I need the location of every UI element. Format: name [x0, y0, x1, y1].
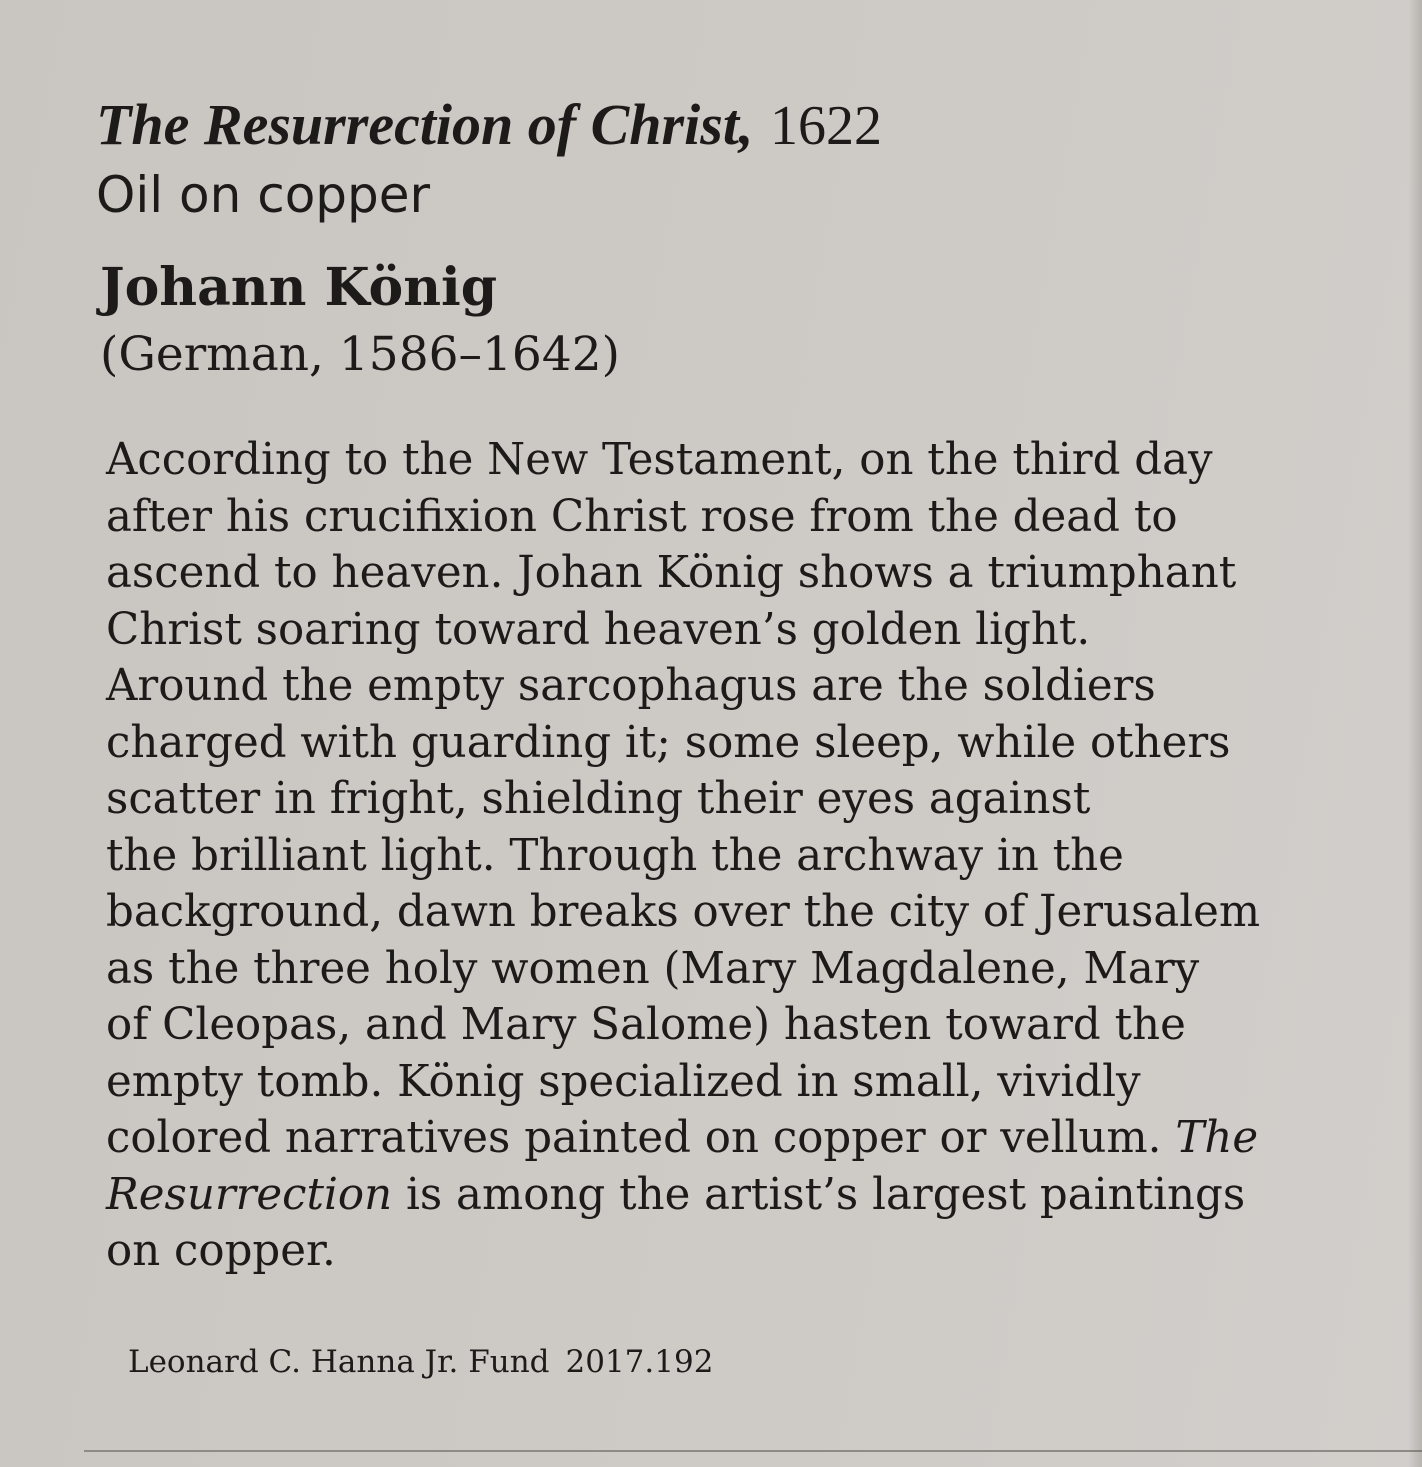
bottom-divider [84, 1450, 1422, 1452]
description-line: ascend to heaven. Johan König shows a triumphant [106, 548, 1237, 598]
description-line: the brilliant light. Through the archway in the [106, 830, 1124, 881]
description-line: on copper. [106, 1226, 336, 1276]
artist-nationality-dates: (German, 1586–1642) [100, 327, 620, 382]
description-line: charged with guarding it; some sleep, while others [106, 717, 1231, 768]
description-line: According to the New Testament, on the third day [106, 435, 1213, 485]
artist-name: Johann König [100, 257, 498, 318]
description-line: empty tomb. König specialized in small, vividly [106, 1056, 1141, 1107]
description-line: scatter in fright, shielding their eyes against [106, 774, 1091, 824]
accession-number: 2017.192 [565, 1344, 714, 1380]
description-line: Christ soaring toward heaven’s golden light. [106, 604, 1091, 655]
label-description [106, 432, 1326, 1280]
artwork-title: The Resurrection of Christ, [96, 92, 754, 157]
artwork-medium: Oil on copper [96, 166, 431, 224]
italic-title-reference: Resurrection [106, 1169, 393, 1220]
description-line: Around the empty sarcophagus are the soldiers [106, 661, 1156, 711]
description-line: background, dawn breaks over the city of Jerusalem [106, 887, 1261, 937]
artwork-title-line [96, 90, 882, 162]
artwork-year: 1622 [769, 95, 882, 157]
italic-title-reference: The [1175, 1113, 1259, 1163]
description-line: colored narratives painted on copper or vellum. The [106, 1113, 1259, 1163]
description-line: of Cleopas, and Mary Salome) hasten toward the [106, 1000, 1186, 1050]
card-edge-shadow [1408, 0, 1422, 1467]
credit-line [128, 1340, 713, 1384]
description-line: Resurrection is among the artist’s largest paintings [106, 1169, 1246, 1220]
description-line: after his crucifixion Christ rose from the dead to [106, 491, 1178, 542]
fund-name: Leonard C. Hanna Jr. Fund [128, 1344, 550, 1380]
description-line: as the three holy women (Mary Magdalene, Mary [106, 943, 1200, 994]
